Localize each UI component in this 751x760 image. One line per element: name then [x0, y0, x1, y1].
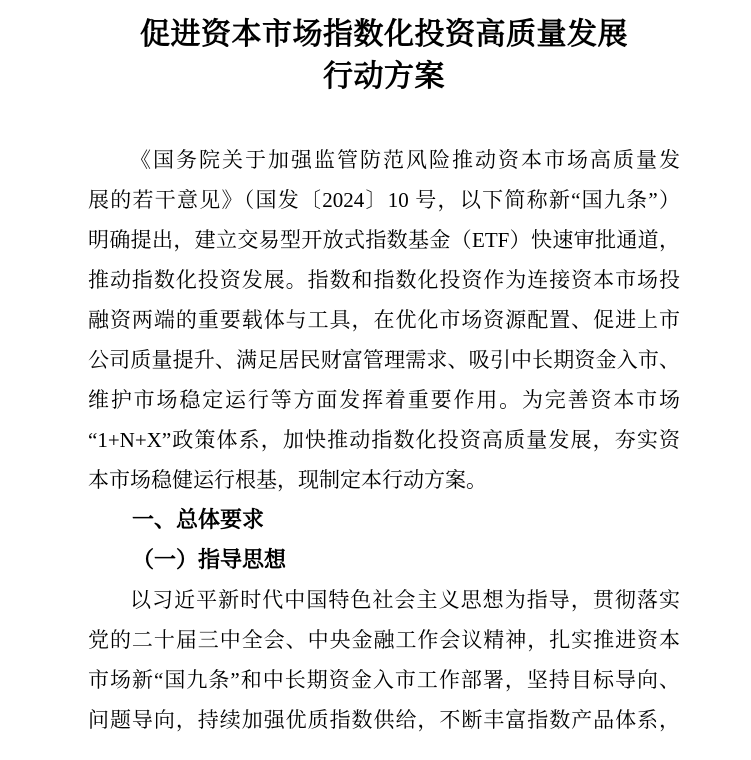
text-line: 展的若干意见》（国发〔2024〕10 号，以下简称新“国九条”） [88, 188, 680, 212]
text-line: 以习近平新时代中国特色社会主义思想为指导，贯彻落实 [130, 588, 680, 612]
section-heading-overall-requirements: 一、总体要求 [132, 507, 265, 532]
text-line: 维护市场稳定运行等方面发挥着重要作用。为完善资本市场 [88, 388, 680, 412]
text-line: 本市场稳健运行根基，现制定本行动方案。 [88, 468, 487, 492]
subsection-heading-guiding-ideology: （一）指导思想 [132, 547, 287, 572]
text-line: 党的二十届三中全会、中央金融工作会议精神，扎实推进资本 [88, 628, 680, 652]
text-line: 融资两端的重要载体与工具，在优化市场资源配置、促进上市 [88, 308, 680, 332]
text-line: “1+N+X”政策体系，加快推动指数化投资高质量发展，夯实资 [88, 428, 680, 452]
text-line: 问题导向，持续加强优质指数供给，不断丰富指数产品体系， [88, 708, 680, 732]
document-body [88, 140, 680, 740]
text-line: 公司质量提升、满足居民财富管理需求、吸引中长期资金入市、 [88, 348, 680, 372]
text-line: 市场新“国九条”和中长期资金入市工作部署，坚持目标导向、 [88, 668, 680, 692]
text-line: 明确提出，建立交易型开放式指数基金（ETF）快速审批通道， [88, 228, 680, 252]
text-line: 推动指数化投资发展。指数和指数化投资作为连接资本市场投 [88, 268, 680, 292]
text-line: 《国务院关于加强监管防范风险推动资本市场高质量发 [130, 148, 680, 172]
paragraph-intro [88, 140, 680, 500]
document-content [88, 14, 680, 740]
paragraph-guiding-ideology [88, 580, 680, 740]
document-title [88, 14, 680, 98]
document-title-line1: 促进资本市场指数化投资高质量发展 [140, 18, 628, 51]
document-title-line2: 行动方案 [323, 60, 445, 93]
